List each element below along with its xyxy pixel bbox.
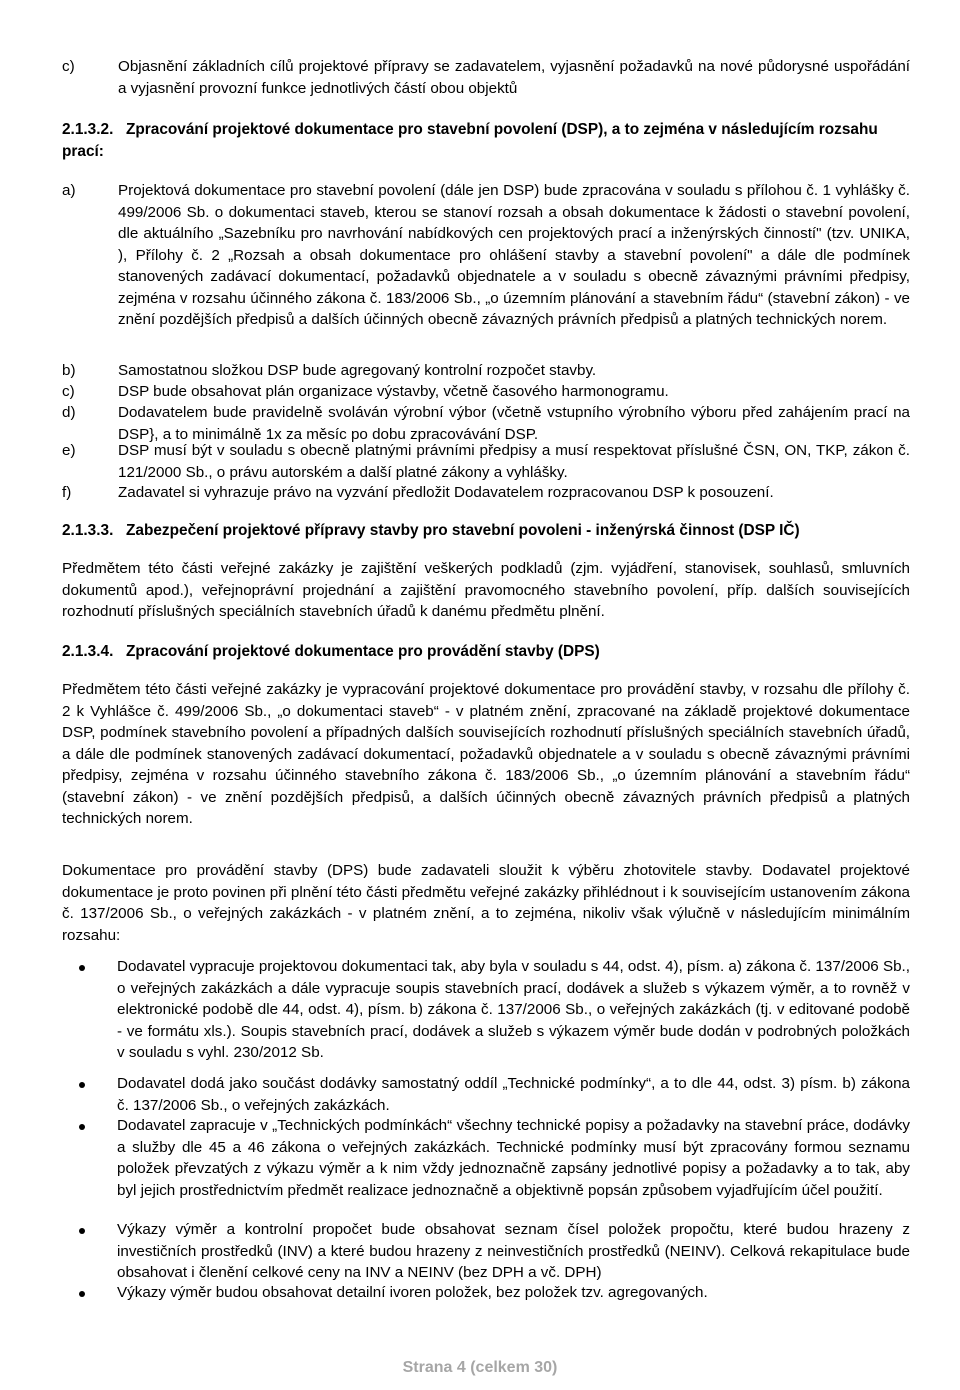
bullet-icon: [79, 1082, 85, 1088]
list-item-text: Projektová dokumentace pro stavební povolení (dále jen DSP) bude zpracována v souladu s přílohou č. 1 vyhlášky č. 499/2006 Sb. o dokumentaci staveb, kterou se stanoví rozsah a obsah dokumentace k žádosti o stavební povolení, dle aktuálního „Sazebníku pro navrhování nabídkových cen projektových prací a inženýrských činností" (tzv. UNIKA, ), Přílohy č. 2 „Rozsah a obsah dokumentace pro ohlášení stavby a stavební povolení" a dále dle podmínek stanovených zadávací dokumentací, požadavků objednatele a v souladu s obecně závaznými právními předpisy, zejména v rozsahu účinného zákona č. 183/2006 Sb., „o územním plánování a stavebním řádu“ (stavební zákon) - ve znění pozdějších předpisů a dalších účinných obecně závazných právních předpisů a platných technických norem.: [118, 182, 910, 328]
list-marker: d): [62, 404, 76, 421]
bullet-item-3: [62, 1115, 910, 1201]
list-item-b: [62, 360, 910, 382]
bullet-text: Dodavatel dodá jako součást dodávky samostatný oddíl „Technické podmínky“, a to dle 44, odst. 3) písm. b) zákona č. 137/2006 Sb., o veřejných zakázkách.: [117, 1075, 910, 1114]
intro-item-c: [62, 56, 910, 99]
list-marker: c): [62, 383, 75, 400]
bullet-item-4: [62, 1219, 910, 1284]
section-title: Zpracování projektové dokumentace pro stavební povolení (DSP), a to zejména v následujícím rozsahu prací:: [62, 121, 878, 160]
bullet-text: Výkazy výměr budou obsahovat detailní ivoren položek, bez položek tzv. agregovaných.: [117, 1284, 708, 1301]
bullet-icon: [79, 1291, 85, 1297]
list-item-text: DSP musí být v souladu s obecně platnými právními předpisy a musí respektovat příslušné ČSN, ON, TKP, zákon č. 121/2000 Sb., o právu autorském a další platné zákony a vyhlášky.: [118, 442, 910, 481]
bullet-text: Dodavatel vypracuje projektovou dokumentaci tak, aby byla v souladu s 44, odst. 4), písm. a) zákona č. 137/2006 Sb., o veřejných zakázkách a dále vypracuje soupis stavebních prací, dodávek a služeb s výkazem výměr, a to rovněž v elektronické podobě dle 44, odst. 4), písm. b) zákona č. 137/2006 Sb., o veřejných zakázkách (tj. v editované podobě - ve formátu xls.). Soupis stavebních prací, dodávek a služeb s výkazem výměr bude dodán v podrobných položkách v souladu s vyhl. 230/2012 Sb.: [117, 958, 910, 1061]
list-item-d: [62, 402, 910, 445]
section-2133-paragraph: Předmětem této části veřejné zakázky je zajištění veškerých podkladů (zjm. vyjádření, stanovisek, souhlasů, smluvních dokumentů apod.), veřejnoprávní projednání a zajištění pravomocného stavebního povolení, příp. dalších souvisejících rozhodnutí příslušných speciálních stavebních úřadů k danému předmětu plnění.: [62, 560, 910, 620]
section-title: Zpracování projektové dokumentace pro provádění stavby (DPS): [126, 643, 600, 660]
list-item-c: [62, 381, 910, 403]
bullet-icon: [79, 1124, 85, 1130]
list-item-text: DSP bude obsahovat plán organizace výstavby, včetně časového harmonogramu.: [118, 383, 669, 400]
list-item-text: Zadavatel si vyhrazuje právo na vyzvání předložit Dodavatelem rozpracovanou DSP k posouzení.: [118, 484, 774, 501]
bullet-text: Dodavatel zapracuje v „Technických podmínkách“ všechny technické popisy a požadavky na stavební práce, dodávky a služby dle 45 a 46 zákona o veřejných zakázkách. Technické podmínky musí být zpracovány formou seznamu položek převzatých z výkazu výměr a k nim vždy jednoznačně zapsány jednotlivé popisy a požadavky a to tak, aby byl jejich prostřednictvím předmět realizace jednoznačně a objektivně popsán způsobem vyjadřujícím účel použití.: [117, 1117, 910, 1199]
section-2134-paragraph-2: Dokumentace pro provádění stavby (DPS) bude zadavateli sloužit k výběru zhotovitele stavby. Dodavatel projektové dokumentace je proto povinen při plnění této části předmětu veřejné zakázky přihlédnout i k souvisejícím ustanovením zákona č. 137/2006 Sb., o veřejných zakázkách - v platném znění, a to zejména, nikoliv však výlučně v následujícím minimálním rozsahu:: [62, 862, 910, 944]
bullet-item-1: [62, 956, 910, 1064]
list-item-text: Objasnění základních cílů projektové přípravy se zadavatelem, vyjasnění požadavků na nové půdorysné uspořádání a vyjasnění provozní funkce jednotlivých částí obou objektů: [118, 58, 910, 97]
list-marker: f): [62, 484, 72, 501]
bullet-item-2: [62, 1073, 910, 1116]
bullet-icon: [79, 965, 85, 971]
bullet-item-5: [62, 1282, 910, 1304]
section-heading-2133: [62, 520, 922, 542]
list-marker: c): [62, 58, 75, 75]
section-title: Zabezpečení projektové přípravy stavby pro stavební povoleni - inženýrská činnost (DSP IČ): [126, 522, 800, 539]
list-marker: e): [62, 442, 76, 459]
list-item-text: Dodavatelem bude pravidelně svoláván výrobní výbor (včetně vstupního výrobního výboru před zahájením prací na DSP}, a to minimálně 1x za měsíc po dobu zpracovávání DSP.: [118, 404, 910, 443]
section-heading-2134: [62, 641, 912, 663]
list-marker: a): [62, 182, 76, 199]
page-footer: Strana 4 (celkem 30): [402, 1359, 558, 1376]
list-item-text: Samostatnou složkou DSP bude agregovaný kontrolní rozpočet stavby.: [118, 362, 597, 379]
section-number: 2.1.3.4.: [62, 643, 114, 660]
bullet-icon: [79, 1228, 85, 1234]
section-number: 2.1.3.2.: [62, 121, 114, 138]
list-marker: b): [62, 362, 76, 379]
section-2134-paragraph-1: Předmětem této části veřejné zakázky je vypracování projektové dokumentace pro provádění stavby, v rozsahu dle přílohy č. 2 k Vyhlášce č. 499/2006 Sb., „o dokumentaci staveb“ - v platném znění, zpracované na základě projektové dokumentace DSP, podmínek stavebního povolení a případných dalších souvisejících rozhodnutí příslušných speciálních stavebních úřadů, a dále dle podmínek stanovených zadávací dokumentací, požadavků objednatele a v souladu s obecně závaznými právními předpisy, zejména v rozsahu účinného stavebního zákona č. 183/2006 Sb., „o územním plánování a stavebním řádu“ (stavební zákon) - ve znění pozdějších předpisů, a dalších účinných obecně závazných právních předpisů a platných technických norem.: [62, 681, 910, 827]
list-item-f: [62, 482, 910, 504]
section-number: 2.1.3.3.: [62, 522, 114, 539]
bullet-text: Výkazy výměr a kontrolní propočet bude obsahovat seznam čísel položek propočtu, které budou hrazeny z investičních prostředků (INV) a které budou hrazeny z neinvestičních prostředků (NEINV). Celková rekapitulace bude obsahovat i členění celkové ceny na INV a NEINV (bez DPH a vč. DPH): [117, 1221, 910, 1281]
section-heading-2132: [62, 119, 912, 162]
list-item-a: [62, 180, 910, 331]
list-item-e: [62, 440, 910, 483]
